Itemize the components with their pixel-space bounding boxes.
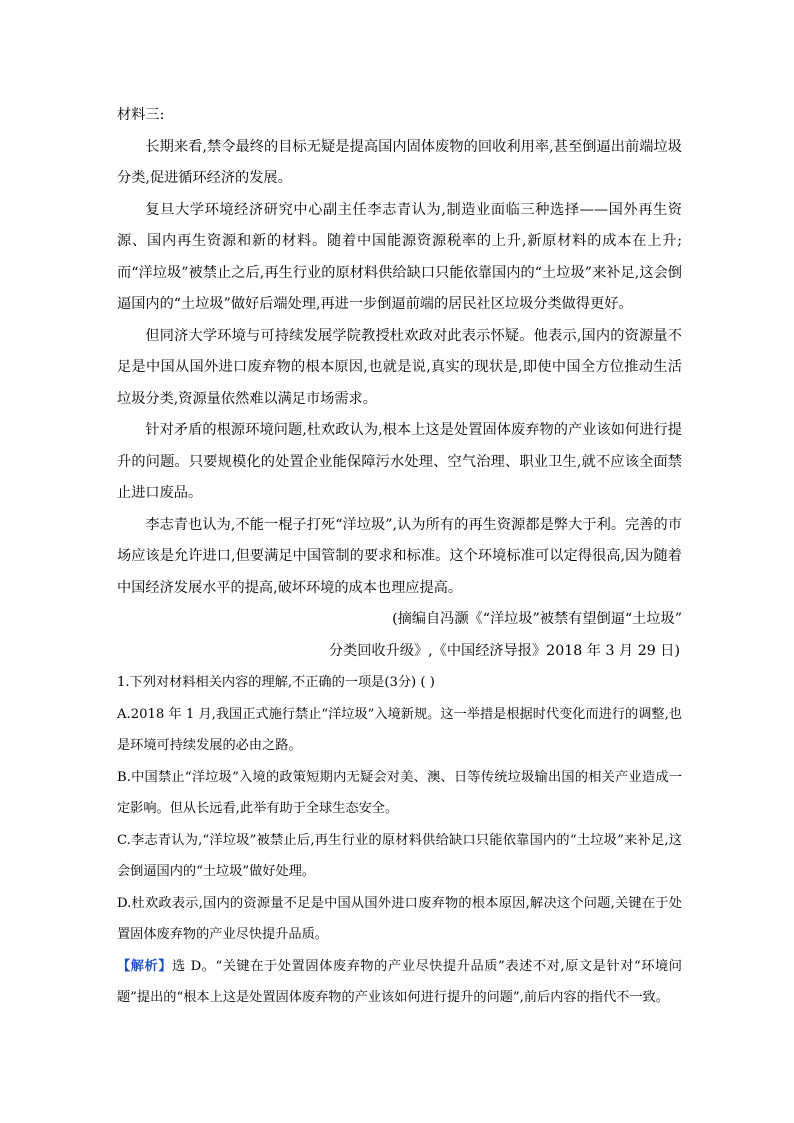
paragraph-4: 针对矛盾的根源环境问题,杜欢政认为,根本上这是处置固体废弃物的产业该如何进行提升的问题。只要规模化的处置企业能保障污水处理、空气治理、职业卫生,就不应该全面禁止进口废品。 xyxy=(117,422,682,501)
option-a: A.2018 年 1 月,我国正式施行禁止“洋垃圾”入境新规。这一举措是根据时代变化而进行的调整,也是环境可持续发展的必由之路。 xyxy=(117,706,682,753)
paragraph-5: 李志青也认为,不能一棍子打死“洋垃圾”,认为所有的再生资源都是弊大于利。完善的市场应该是允许进口,但要满足中国管制的要求和标准。这个环境标准可以定得很高,因为随着中国经济发展水平的提高,破坏环境的成本也理应提高。 xyxy=(117,516,682,596)
paragraph-3: 但同济大学环境与可持续发展学院教授杜欢政对此表示怀疑。他表示,国内的资源量不足是中国从国外进口废弃物的根本原因,也就是说,真实的现状是,即使中国全方位推动生活垃圾分类,资源量依然难以满足市场需求。 xyxy=(117,327,682,407)
option-d: D.杜欢政表示,国内的资源量不足是中国从国外进口废弃物的根本原因,解决这个问题,关键在于处置固体废弃物的产业尽快提升品质。 xyxy=(117,895,682,942)
source-citation-line-1: (摘编自冯灏《“洋垃圾”被禁有望倒逼“土垃圾” xyxy=(392,611,682,627)
option-c: C.李志青认为,“洋垃圾”被禁止后,再生行业的原材料供给缺口只能依靠国内的“土垃圾”来补足,这会倒逼国内的“土垃圾”做好处理。 xyxy=(117,832,682,879)
material-heading: 材料三: xyxy=(117,107,165,123)
option-b: B.中国禁止“洋垃圾”入境的政策短期内无疑会对美、澳、日等传统垃圾输出国的相关产业造成一定影响。但从长远看,此举有助于全球生态安全。 xyxy=(117,769,682,816)
analysis-block xyxy=(117,951,682,1014)
question-stem: 1.下列对材料相关内容的理解,不正确的一项是(3分) ( ) xyxy=(117,675,435,690)
source-citation-line-2: 分类回收升级》,《中国经济导报》2018 年 3 月 29 日) xyxy=(328,642,680,659)
analysis-text: 选 D。“关键在于处置固体废弃物的产业尽快提升品质”表述不对,原文是针对“环境问题”提出的“根本上这是处置固体废弃物的产业该如何进行提升的问题”,前后内容的指代不一致。 xyxy=(117,958,682,1005)
paragraph-2: 复旦大学环境经济研究中心副主任李志青认为,制造业面临三种选择——国外再生资源、国内再生资源和新的材料。随着中国能源资源税率的上升,新原材料的成本在上升;而“洋垃圾”被禁止之后,再生行业的原材料供给缺口只能依靠国内的“土垃圾”来补足,这会倒逼国内的“土垃圾”做好后端处理,再进一步倒逼前端的居民社区垃圾分类做得更好。 xyxy=(117,201,682,312)
paragraph-1: 长期来看,禁令最终的目标无疑是提高国内固体废物的回收利用率,甚至倒逼出前端垃圾分类,促进循环经济的发展。 xyxy=(117,138,682,186)
analysis-tag: 【解析】 xyxy=(117,958,173,974)
